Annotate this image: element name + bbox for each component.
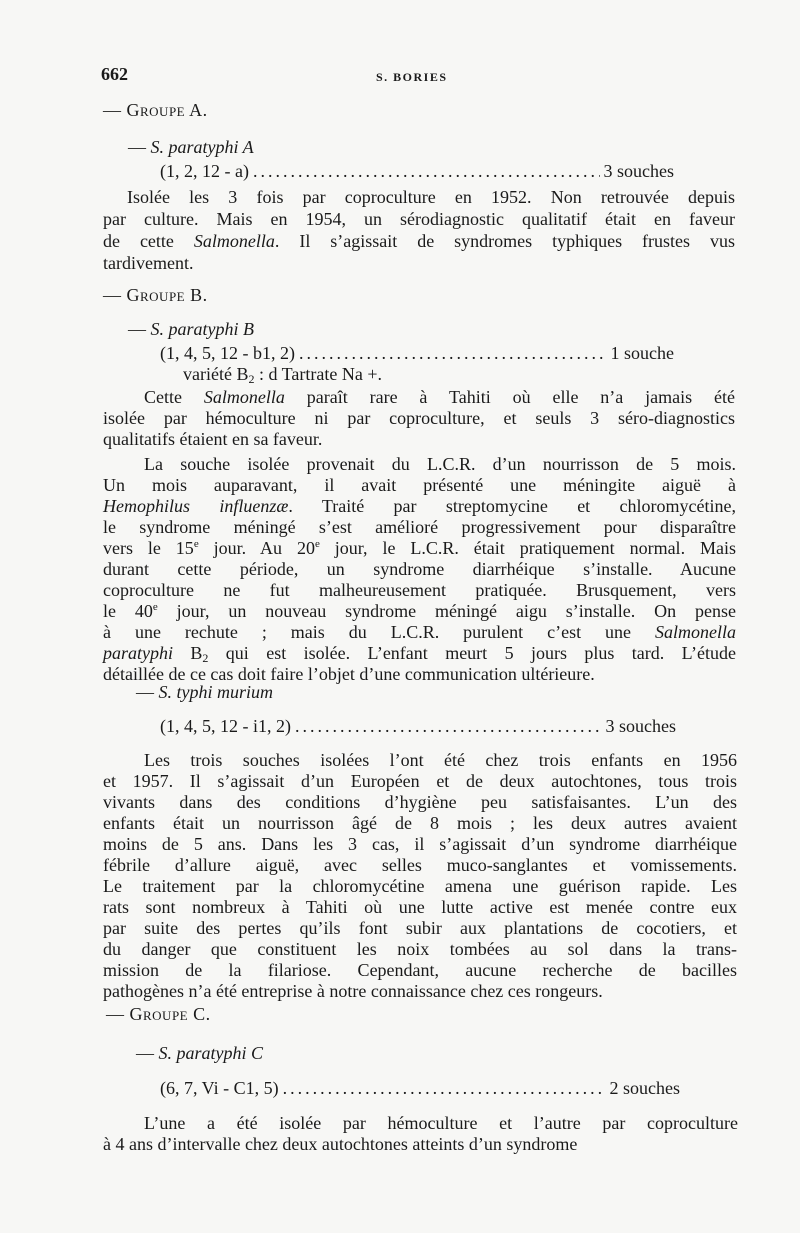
entry-count: 1 souche (610, 343, 674, 363)
heading-groupe-b: — Groupe B. (103, 285, 208, 305)
text-line: qualitatifs étaient en sa faveur. (103, 429, 323, 449)
text-line: par culture. Mais en 1954, un sérodiagnostic qualitatif était en faveur (103, 209, 735, 229)
leader-dots (299, 343, 607, 363)
text-line: Cette Salmonella paraît rare à Tahiti où elle n’a jamais été (144, 387, 736, 407)
text-line: fébrile d’allure aiguë, avec selles muco-sanglantes et vomissements. (103, 855, 737, 875)
entry-formula: (1, 2, 12 - a) (160, 161, 249, 181)
running-title: S. BORIES (376, 70, 448, 84)
entry-formula: (6, 7, Vi - C1, 5) (160, 1078, 279, 1098)
text-line: à 4 ans d’intervalle chez deux autochtones atteints d’un syndrome (103, 1134, 578, 1154)
text-line: La souche isolée provenait du L.C.R. d’un nourrisson de 5 mois. (144, 454, 736, 474)
text-line: rats sont nombreux à Tahiti où une lutte active est menée contre eux (103, 897, 737, 917)
text-line: paratyphi $B_2$ qui est isolée. L’enfant meurt 5 jours plus tard. L’étude (103, 643, 736, 665)
text-line: mission de la filariose. Cependant, aucune recherche de bacilles (103, 960, 737, 980)
text-line: Un mois auparavant, il avait présenté une méningite aiguë à (103, 475, 736, 495)
text-line: durant cette période, un syndrome diarrhéique s’installe. Aucune (103, 559, 736, 579)
text-line: L’une a été isolée par hémoculture et l’autre par coproculture (144, 1113, 738, 1133)
species-paratyphi-a: — S. paratyphi A (128, 137, 254, 157)
entry-count: 2 souches (609, 1078, 680, 1098)
entry-count: 3 souches (603, 161, 674, 181)
page-number: 662 (101, 64, 128, 84)
species-paratyphi-c: — S. paratyphi C (136, 1043, 264, 1063)
entry-typhi-murium (160, 716, 676, 736)
entry-paratyphi-c (160, 1078, 680, 1098)
entry-paratyphi-b (160, 343, 674, 363)
text-line: pathogènes n’a été entreprise à notre connaissance chez ces rongeurs. (103, 981, 603, 1001)
leader-dots (295, 716, 602, 736)
text-line: Hemophilus influenzæ. Traité par streptomycine et chloromycétine, (103, 496, 736, 516)
text-line: et 1957. Il s’agissait d’un Européen et de deux autochtones, tous trois (103, 771, 737, 791)
leader-dots (253, 161, 600, 181)
text-line: enfants était un nourrisson âgé de 8 mois ; les deux autres avaient (103, 813, 737, 833)
text-line: par suite des pertes qu’ils font subir aux plantations de cocotiers, et (103, 918, 737, 938)
text-line: coproculture ne fut malheureusement pratiquée. Brusquement, vers (103, 580, 736, 600)
text-line: détaillée de ce cas doit faire l’objet d’une communication ultérieure. (103, 664, 595, 684)
text-line: vers le 15e jour. Au 20e jour, le L.C.R. était pratiquement normal. Mais (103, 538, 736, 558)
text-line: du danger que constituent les noix tombées au sol dans la trans- (103, 939, 737, 959)
heading-groupe-c: — Groupe C. (106, 1004, 211, 1024)
entry-paratyphi-a (160, 161, 674, 181)
text-line: le 40e jour, un nouveau syndrome méningé aigu s’installe. On pense (103, 601, 736, 621)
text-line: isolée par hémoculture ni par coproculture, et seuls 3 séro-diagnostics (103, 408, 735, 428)
text-line: Isolée les 3 fois par coproculture en 1952. Non retrouvée depuis (127, 187, 735, 207)
text-line: de cette Salmonella. Il s’agissait de syndromes typhiques frustes vus (103, 231, 735, 251)
text-line: moins de 5 ans. Dans les 3 cas, il s’agissait d’un syndrome diarrhéique (103, 834, 737, 854)
species-typhi-murium: — S. typhi murium (136, 682, 273, 702)
variety-line: variété $B_2$ : d Tartrate Na +. (183, 364, 382, 386)
text-line: vivants dans des conditions d’hygiène peu satisfaisantes. L’un des (103, 792, 737, 812)
entry-formula: (1, 4, 5, 12 - i1, 2) (160, 716, 291, 736)
text-line: Les trois souches isolées l’ont été chez trois enfants en 1956 (144, 750, 737, 770)
entry-count: 3 souches (605, 716, 676, 736)
text-line: Le traitement par la chloromycétine amena une guérison rapide. Les (103, 876, 737, 896)
leader-dots (283, 1078, 606, 1098)
heading-groupe-a: — Groupe A. (103, 100, 208, 120)
text-line: le syndrome méningé s’est amélioré progressivement pour disparaître (103, 517, 736, 537)
entry-formula: (1, 4, 5, 12 - b1, 2) (160, 343, 295, 363)
species-paratyphi-b: — S. paratyphi B (128, 319, 254, 339)
text-line: à une rechute ; mais du L.C.R. purulent c’est une Salmonella (103, 622, 736, 642)
text-line: tardivement. (103, 253, 194, 273)
